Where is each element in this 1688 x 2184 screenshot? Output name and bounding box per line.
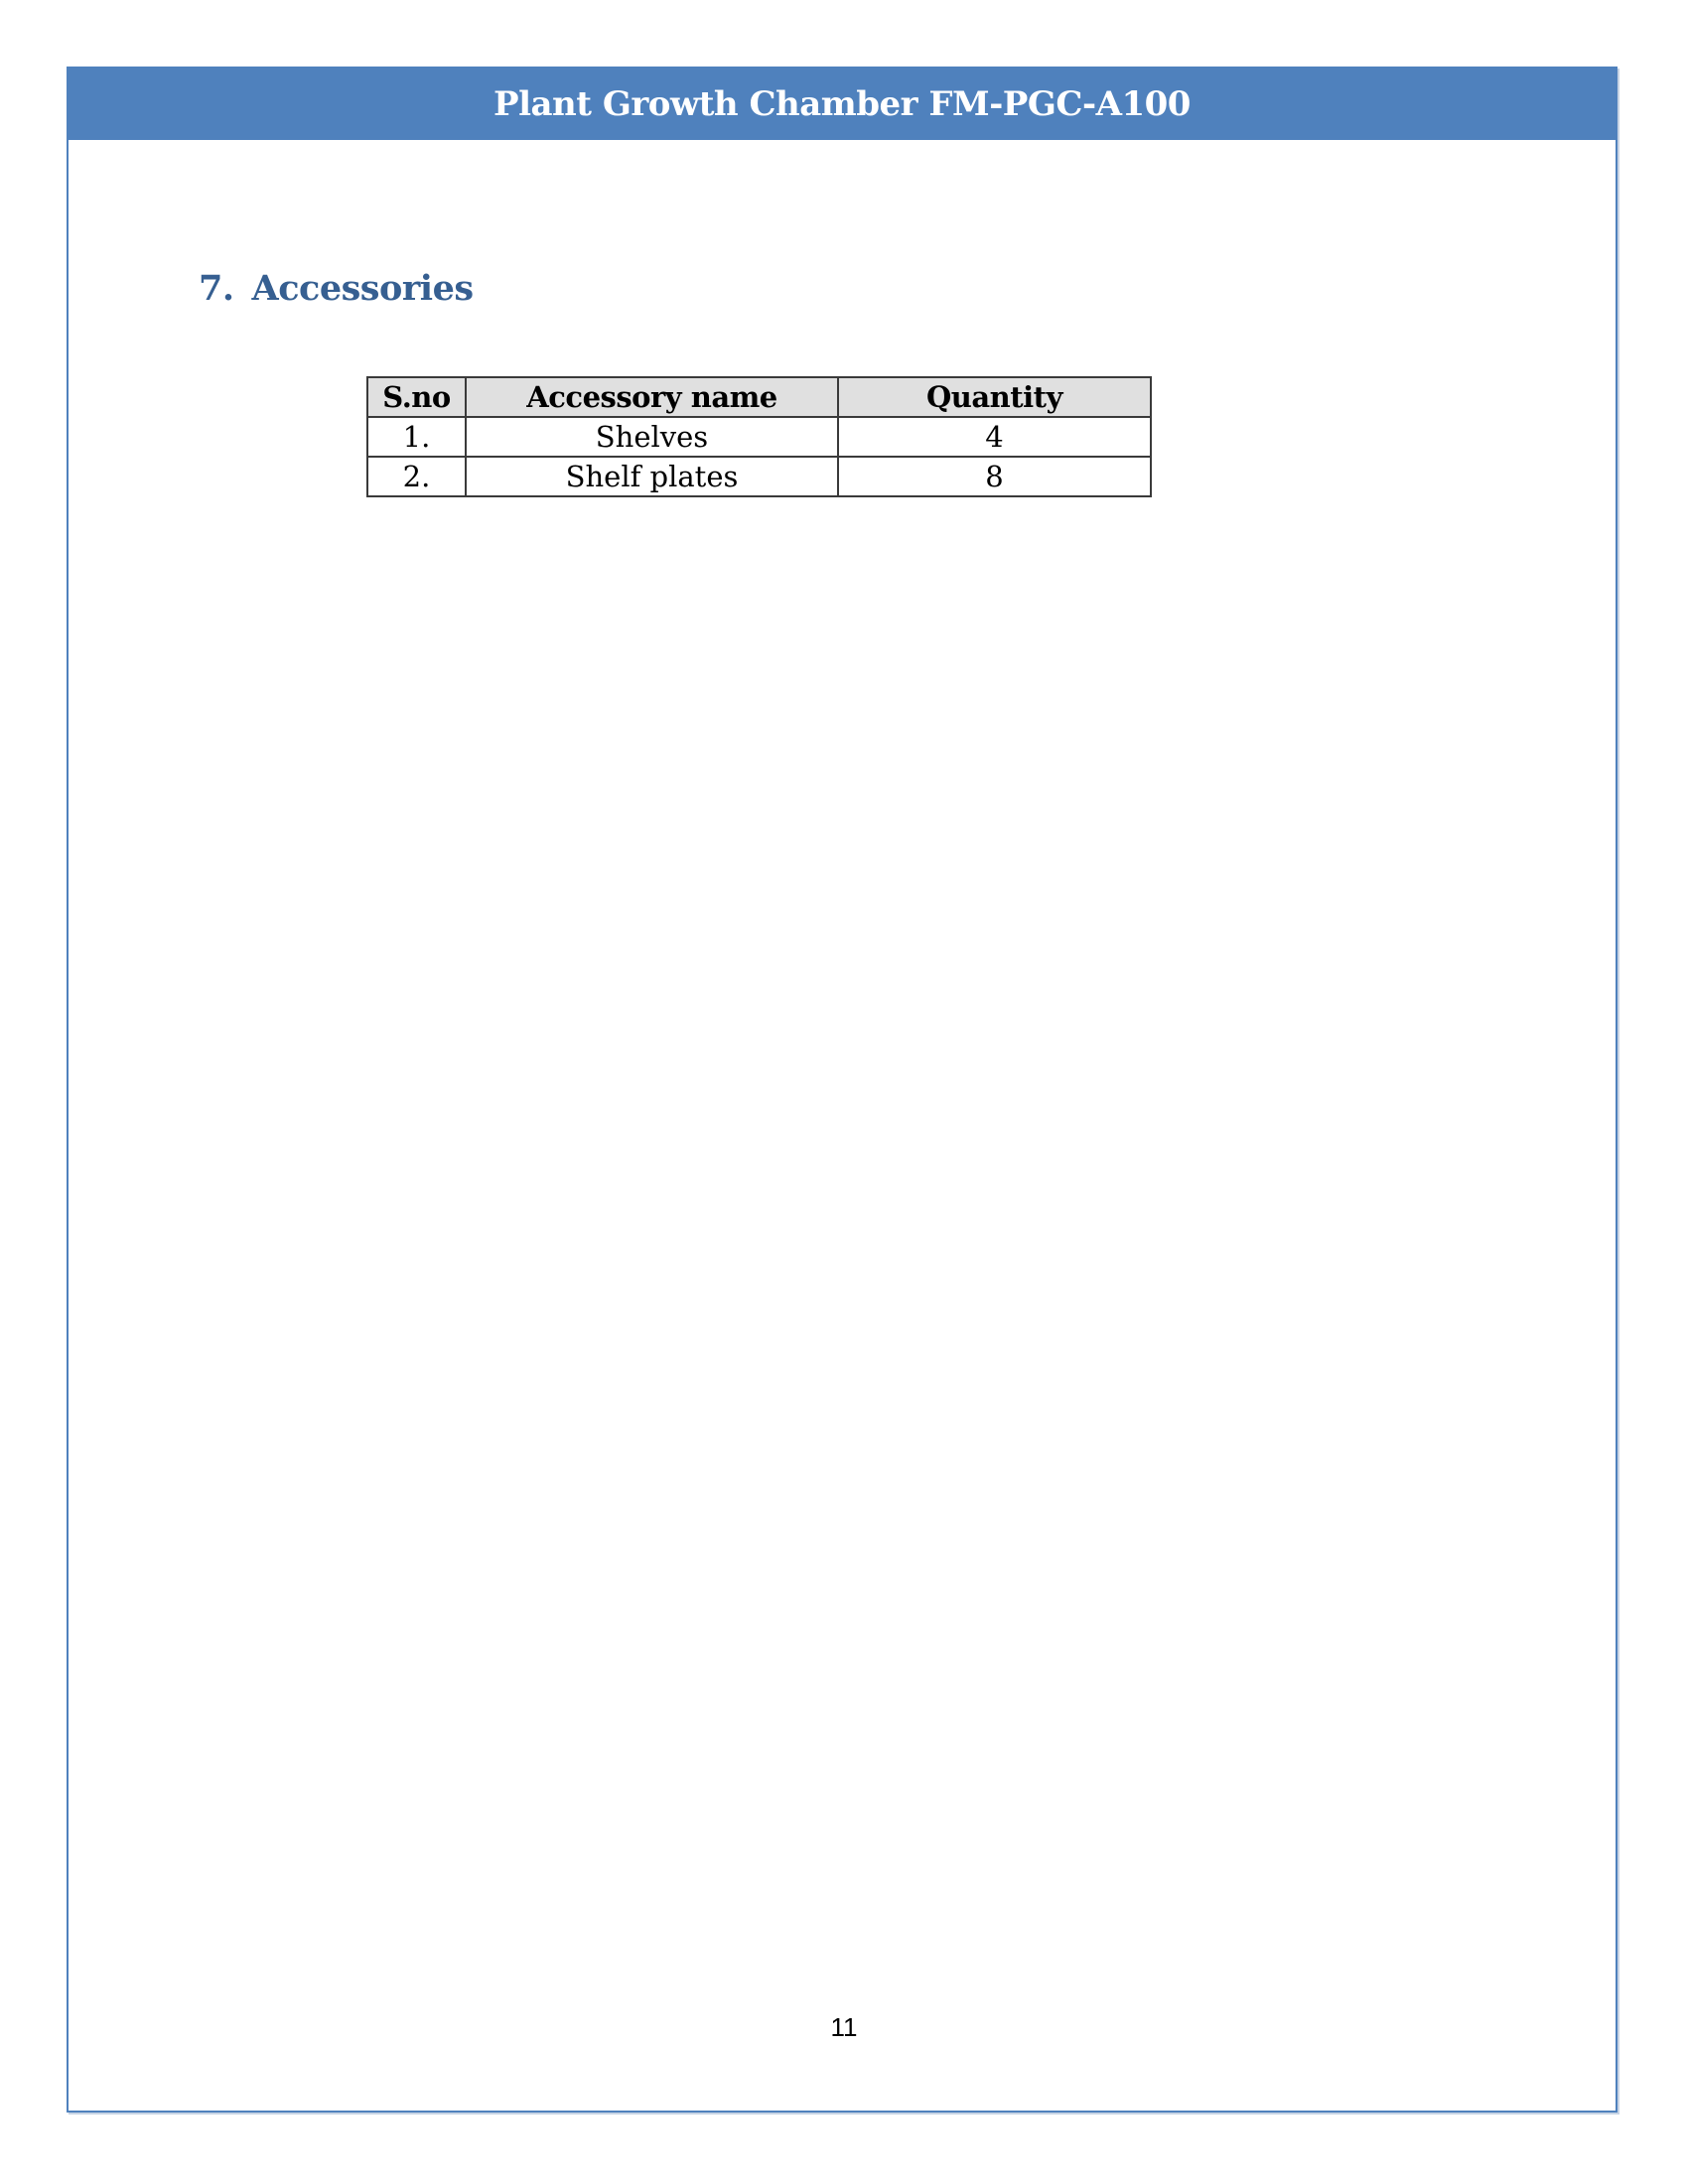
accessories-table <box>366 376 1152 497</box>
cell-accessory-name: Shelves <box>466 417 838 457</box>
section-number: 7. <box>199 268 234 309</box>
section-heading <box>199 268 474 309</box>
table-row <box>367 417 1151 457</box>
cell-quantity: 4 <box>838 417 1151 457</box>
column-header-quantity: Quantity <box>838 377 1151 417</box>
header-band <box>69 68 1616 140</box>
cell-sno: 1. <box>367 417 466 457</box>
page-frame <box>67 67 1618 2113</box>
column-header-accessory-name: Accessory name <box>466 377 838 417</box>
section-title: Accessories <box>251 268 474 309</box>
cell-quantity: 8 <box>838 457 1151 496</box>
table-row <box>367 457 1151 496</box>
cell-accessory-name: Shelf plates <box>466 457 838 496</box>
cell-sno: 2. <box>367 457 466 496</box>
column-header-sno: S.no <box>367 377 466 417</box>
page-number: 11 <box>830 2012 858 2042</box>
document-title: Plant Growth Chamber FM-PGC-A100 <box>493 84 1191 124</box>
table-header-row <box>367 377 1151 417</box>
